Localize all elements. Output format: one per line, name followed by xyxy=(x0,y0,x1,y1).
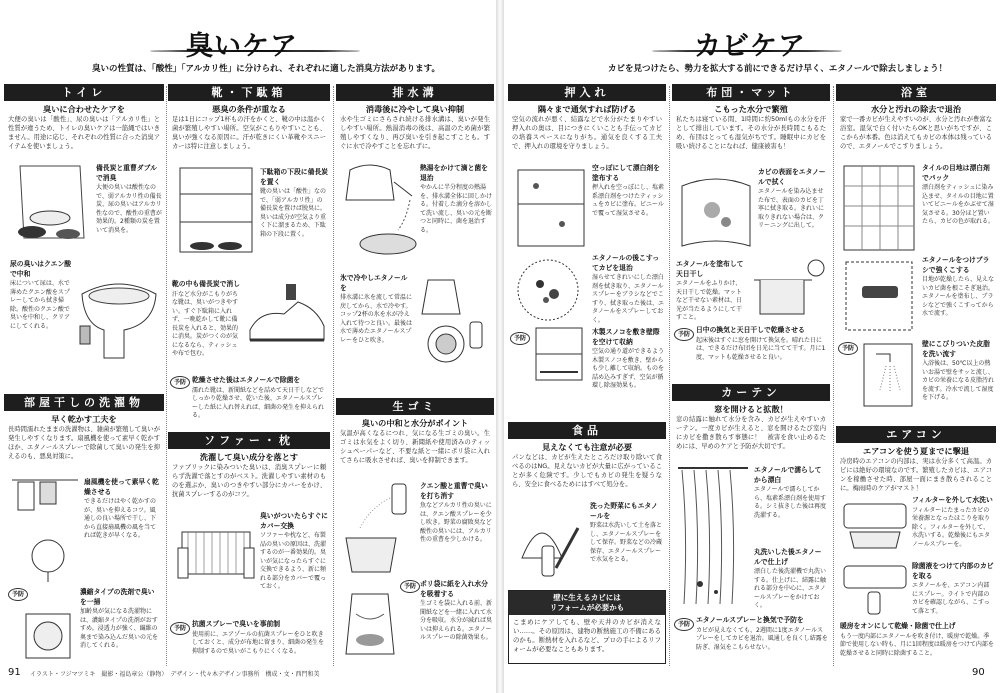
section-heading: トイレ xyxy=(4,84,164,101)
futon-tip-1: カビの表面をエタノールで拭く エタノールを染み込ませた布で、表面のカビを丁寧に拭き取る。きれいに取りきれない場合は、クリーニングに出して。 xyxy=(758,168,826,230)
section-text: 長時間濡れたままの洗濯物は、雑菌が繁殖して臭いが発生しやすくなります。扇風機を使って素早く乾かすほか、エタノールスプレーで除菌して臭いの発生を抑えるのも、悪臭対策に。 xyxy=(8,426,160,461)
curtain-prevention: エタノールスプレーと換気で予防を カビが見えなくても、2週間に1度エタノールスプレーをしてカビを退治。風通しを良くし結露を防ぎ、湿気をこもらせない。 xyxy=(696,616,828,651)
bath-prevention: 壁にこびりついた皮脂を洗い流す 入浴後は、50℃以上の熱いお湯で壁をサッと流し、カビの栄養になる皮脂汚れを流す。冷水で流して湿度を下げる。 xyxy=(922,340,995,402)
toilet-spray-illustration xyxy=(74,254,164,364)
page-number: 91 xyxy=(8,667,21,678)
prevention-badge: 予防 xyxy=(8,588,28,601)
section-heading: 靴・下駄箱 xyxy=(168,84,330,101)
garbage-prevention: ポリ袋に紙を入れ水分を吸着する 生ゴミを袋に入れる前、新聞紙などを一緒に入れて水分を吸収。水分が減れば臭いは抑えられる。エタノールスプレーの除菌効果も。 xyxy=(420,580,493,642)
prevention-badge: 予防 xyxy=(674,618,694,631)
page-number: 90 xyxy=(972,667,985,678)
bath-tip-1: タイルの目地は漂白剤でパック 漂白剤をティッシュに染み込ませ、タイルの目地に置いてビニールをかぶせて湿気させる。30分ほど置いたら、カビの色が取れる。 xyxy=(922,164,995,226)
reform-box-text: こまめにケアしても、壁や天井のカビが消えない……。その原因は、建物の断熱施工の不備にあるのかも。断熱材を入れるなど、プロの手によるリフォームが必要なこともあります。 xyxy=(513,617,661,653)
section-heading: 食品 xyxy=(508,422,666,439)
title-underline xyxy=(150,50,360,52)
reform-box-title: 壁に生えるカビには リフォームが必要かも xyxy=(509,591,665,615)
section-subheading: 臭いに合わせたケアを xyxy=(43,104,125,114)
section-subheading: 悪臭の条件が重なる xyxy=(212,104,286,114)
section-heading: 布団・マット xyxy=(672,84,830,101)
column-divider xyxy=(833,86,834,666)
drain-section xyxy=(336,84,494,384)
column-divider xyxy=(166,86,167,666)
brush-scrub-illustration xyxy=(840,256,918,336)
sun-drying-illustration xyxy=(750,256,828,320)
section-text: 気温が高くなるにつれ、気になる生ゴミの臭い。生ゴミは水気をよく切り、新聞紙や使用済みのティッシュペーパーなど、不要な紙と一緒にポリ袋に入れてさらに吸水させれば、臭いを抑制できます。 xyxy=(340,430,490,465)
sneaker-illustration xyxy=(246,284,328,354)
reform-info-box xyxy=(508,590,666,664)
section-text: 窓の結露に触れて水分を含み、カビが生えやすいカーテン。一度カビが生えると、窓を開けるたび室内にカビを撒き散らす事態に！ 被害を食い止めるためには、早めのケアと予防が大切です。 xyxy=(676,416,826,451)
futon-wipe-illustration xyxy=(676,166,756,254)
left-page xyxy=(0,0,498,693)
food-section xyxy=(508,422,666,584)
laundry-tip-1: 扇風機を使って素早く乾燥させる できるだけはやく乾かすのが、臭いを抑えるコツ。風通しの良い場所で干し、下から直接扇風機の風を当てれば乾きが早くなる。 xyxy=(84,478,159,540)
section-text: 水や生ゴミにさらされ続ける排水溝は、臭いが発生しやすい場所。熱湯消毒の後は、高温のため菌が繁殖しやすくなり、再び臭いを引き起こすことも。すぐに水で冷やすことを忘れずに。 xyxy=(340,116,490,151)
section-text: 家で一番カビが生えやすいのが、水分と汚れが豊富な浴室。湿気で白く付いたらOKと思いがちですが、ここからが本番。色は消えてもカビの本体は残っているので、エタノールでこすりましょう。 xyxy=(840,116,992,151)
section-text: 私たちは寝ている間、1時間に約50mlもの水分を汗として排出しています。その水分が長時間こもるため、布団はとっても湿気がちです。睡眠中にカビを吸い続けることになれば、健康被害も！ xyxy=(676,116,826,151)
closet-illustration xyxy=(512,164,590,250)
lead-text: カビを見つけたら、勢力を拡大する前にできるだけ早く、エタノールで除去しましょう！ xyxy=(608,64,948,74)
ice-drain-illustration xyxy=(414,270,492,366)
section-subheading: 見えなくても注意が必要 xyxy=(541,442,633,452)
prevention-badge: 予防 xyxy=(838,342,858,355)
closet-tip-1: 空っぽにして漂白剤を塗布する 押入れを空っぽにし、塩素系漂白剤をつけたティッシュをカビに塗布。ビニールで覆って湿気させる。 xyxy=(592,164,665,217)
section-text: ファブリックに染みついた臭いは、消臭スプレーに頼らず洗濯で落とすのがベスト。洗濯しやすい素材のものを選ぶか、臭いのつきやすい部分にカバーをかけ、抗菌スプレーするのがコツ。 xyxy=(172,464,326,499)
garbage-section xyxy=(336,398,494,664)
drain-tip-1: 熱湯をかけて滴と菌を退治 やかんに半分程度の熱湯を、排水溝全体に回しかける。付着した滴分を溶かして洗い流し、臭いの元を断つと同時に、菌を退治する。 xyxy=(420,164,493,234)
section-subheading: エアコンを使う夏までに撃退 xyxy=(862,446,970,456)
washing-machine-illustration xyxy=(20,604,76,660)
section-text: 大便の臭いは「酸性」、尿の臭いは「アルカリ性」と性質が違うため、トイレの臭いケアは一筋縄ではいきません。用途に応じ、それぞれの性質に合った消臭アイテムを使いましょう。 xyxy=(8,116,160,151)
section-subheading: 窓を開けると拡散！ xyxy=(714,404,788,414)
futon-section xyxy=(672,84,830,374)
section-heading: 生ゴミ xyxy=(336,398,494,415)
sofa-tip-1: 臭いがついたらすぐにカバー交換 ソファーや枕など、布製品の臭いの原因は、洗濯するのが一番効果的。臭いが気になったらすぐに交換できるよう、新に頻れる部分をカバーで覆っておく。 xyxy=(260,512,328,591)
sofa-prevention: 抗菌スプレーで臭いを事前制 使用前に、エアゾールの抗菌スプレーをひと吹きしておくと、成分が布地に留まり、細菌の発生を抑制するので臭いがこもりにくくなる。 xyxy=(192,620,325,655)
aircon-spray-illustration xyxy=(840,562,910,618)
closet-section xyxy=(508,84,666,390)
prevention-badge: 予防 xyxy=(510,332,530,345)
curtain-illustration xyxy=(676,464,750,610)
column-divider xyxy=(669,86,670,666)
column-divider xyxy=(333,86,334,666)
toilet-section xyxy=(4,84,164,364)
shower-illustration xyxy=(860,340,916,410)
section-text: 空気の流れが悪く、結露などで水分がたまりやすい押入れの奥は、目につきにくいことも手伝ってカビの培養スペースになりがち。通気を良くする工夫で、押入れの環境を守りましょう。 xyxy=(512,116,662,151)
lead-text: 臭いの性質は、「酸性」「アルカリ性」に分けられ、それぞれに適した消臭方法があります。 xyxy=(92,64,440,74)
prevention-badge: 予防 xyxy=(400,580,420,593)
mold-closeup-illustration xyxy=(512,254,586,324)
title-underline xyxy=(652,50,842,52)
plastic-bag-illustration xyxy=(340,584,400,660)
section-text: パンなどは、カビが生えたところだけ取り除いて食べるのはNG。見えないカビが大量に広がっていることが多く危険です。少しでもカビの発生を疑うなら、安全に食べるためにはすべて処分を。 xyxy=(512,454,662,489)
prevention-badge: 予防 xyxy=(170,622,190,635)
credits: イラスト・フジマツミキ 撮影・福島章公（静物） デザイン・代々木デザイン事務所 構成・文・西門和美 xyxy=(30,671,320,678)
toilet-tip-2: 尿の臭いはクエン酸で中和 床について尿は、水で薄めたクエン酸をスプレーしてから拭き掃除。酸性のクエン酸で臭いを中和し、クリアにしてくれる。 xyxy=(10,260,72,330)
spray-garbage-illustration xyxy=(340,478,420,574)
laundry-section xyxy=(4,394,164,664)
bath-section xyxy=(836,84,996,424)
charcoal-tray-illustration xyxy=(10,160,98,252)
right-page xyxy=(502,0,1000,693)
closet-prevention: 木製スノコを敷き壁際を空けて収納 空気の通り道ができるよう木製スノコを敷き、壁からも少し離して収納。ものを詰め込みすぎず、空気が循環し除湿効果も。 xyxy=(592,328,665,390)
section-subheading: 早く乾かす工夫を xyxy=(51,414,117,424)
aircon-tip-2: 除菌液をつけて内部のカビを取る エタノールを、エアコン内部にスプレー。ライトで内部のカビを確認しながら、こすって落とす。 xyxy=(912,562,994,615)
curtain-tip-2: 丸洗いした後エタノールで仕上げ 漂白した後洗濯機で丸洗いする。仕上げに、結露に触れる部分を中心に、エタノールスプレーをかけておく。 xyxy=(754,548,827,610)
curtain-section xyxy=(672,384,830,666)
sofa-section xyxy=(168,432,330,664)
shoes-prevention: 乾燥させた後はエタノールで除菌を 濡れた靴は、新聞紙などを詰めて天日干しなどでしっかり乾燥させ、乾いた後、エタノールスプレーした紙に入れ替えれば、細菌の発生を抑えられる。 xyxy=(192,376,325,420)
aircon-tip-1: フィルターを外して水洗い フィルターにたまったカビの栄養源となったほこりを取り除く。フィルターを外して、水洗いする。乾燥後にもエタノールスプレーを。 xyxy=(912,496,993,548)
section-text: 足は1日にコップ1杯もの汗をかくと、靴の中は温かく菌が繁殖しやすい場所。空気がこもりやすいことも、臭いが強くなる原因に。汗が乾きにくい革靴やスニーカーは特に注意しましょう。 xyxy=(172,116,326,151)
section-heading: エアコン xyxy=(836,426,996,443)
sofa-illustration xyxy=(174,512,258,592)
section-subheading: 臭いの中和と水分がポイント xyxy=(361,418,469,428)
aircon-tip-3: 暖房をオンにして乾燥・除菌で仕上げ もう一度内部にエタノールを吹き付け、暖房で乾燥。季節で使用しない時も、月に1回程度は暖房をつけて内部を乾燥させると同時に除菌すること。 xyxy=(840,622,994,657)
shoes-tip-2: 靴の中も備長炭で消し 汗など水分がこもりがちな靴は、臭いがつきやすい。すぐ下駄箱に入れず、一晩乾かして靴に備長炭を入れると、効果的に消臭。炭がつくのが気になるなら、ティッシュや布で包む。 xyxy=(172,280,240,358)
garbage-tip-1: クエン酸と重曹で臭いを打ち消す 魚などアルカリ性の臭いには、クエン酸スプレーを少し吹き。野菜の腐敗臭など酸性の臭いには、アルカリ性の重曹を少しかける。 xyxy=(420,482,492,544)
futon-prevention: 日中の換気と天日干しで乾燥させる 起床後はすぐに窓を開けて換気を。晴れた日には、できるだけ布団を日光に当てて干す。月に1度、マットも乾燥させると良い。 xyxy=(696,326,826,361)
drain-tip-2: 氷で冷やしエタノールを 排水溝に氷を流して常温に戻してから、水で冷やす。コップ2杯の氷を水が冷え入れて待つと良い。最後は水で薄めたエタノールスプレーをひと吹き。 xyxy=(340,274,413,344)
section-heading: ソファー・枕 xyxy=(168,432,330,449)
slatted-board-illustration xyxy=(532,324,586,384)
section-text: 冷房時のエアコンの内部は、実は水分多くて高温。カビには絶好の環境なのです。繁殖したカビは、エアコンを稼働させた時、部屋一面にまき散らされることに。梅雨時のケアがマスト！ xyxy=(840,458,992,493)
page-title: カビケア xyxy=(694,31,806,62)
toilet-tip-1: 備長炭と重曹ダブルで消臭 大便の臭いは酸性なので、弱アルカリ性の備長炭、尿の臭いはアルカリ性なので、酸性の重曹が効果的。2種類の炭を置いて消臭を。 xyxy=(96,164,162,234)
page-title: 臭いケア xyxy=(186,31,298,62)
section-heading: 排水溝 xyxy=(336,84,494,101)
section-subheading: 洗濯して臭い成分を落とす xyxy=(199,452,299,462)
vegetable-illustration xyxy=(512,498,586,582)
shoe-cabinet-illustration xyxy=(172,164,260,256)
futon-tip-2: エタノールを塗布して天日干し エタノールをふりかけ、天日干しで乾燥。マットなど干せない素材は、日光が当たるようにして干すこと。 xyxy=(676,260,744,322)
section-heading: 押入れ xyxy=(508,84,666,101)
section-heading: 浴室 xyxy=(836,84,996,101)
section-subheading: 隅々まで通気すれば防げる xyxy=(537,104,637,114)
kettle-drain-illustration xyxy=(340,160,420,260)
curtain-tip-1: エタノールで濡らしてから漂白 エタノールで濡らしてから、塩素系漂白剤を使用する。シミ抜きした後は再度洗濯する。 xyxy=(754,466,827,519)
prevention-badge: 予防 xyxy=(674,328,694,341)
section-subheading: 消毒後に冷やして臭い抑制 xyxy=(365,104,465,114)
section-subheading: 水分と汚れの除去で退治 xyxy=(870,104,962,114)
shoes-section xyxy=(168,84,330,364)
section-heading: 部屋干しの洗濯物 xyxy=(4,394,164,411)
aircon-section xyxy=(836,426,996,666)
prevention-badge: 予防 xyxy=(170,376,190,389)
aircon-filter-illustration xyxy=(840,496,910,552)
bath-tip-2: エタノールをつけブラシで強くこする 目地が乾燥したら、見えないカビ菌を根こそぎ退治。エタノールを塗布し、ブラシなどで強くこすってから水で流す。 xyxy=(922,256,995,318)
laundry-prevention: 濃縮タイプの洗剤で臭いを一掃 加齢臭が気になる洗濯物には、濃縮タイプの洗剤がおすすめ。浸透力が強く、繊維の奥まで染み込んだ臭いの元を消してくれる。 xyxy=(80,588,159,650)
section-subheading: こもった水分で繁殖 xyxy=(714,104,788,114)
shoes-tip-1: 下駄箱の下段に備長炭を置く 靴の臭いは「酸性」なので、「弱アルカリ性」の備長炭を置けば脱臭に。臭いは成分が空気より重く下に溜まるため、下駄箱の下段に置く。 xyxy=(260,168,328,238)
section-heading: カーテン xyxy=(672,384,830,401)
food-tip-1: 洗った野菜にもエタノールを 野菜は水洗いして土を落とし、エタノールスプレーをして保存。野菜などの冷蔵保存、エタノールスプレーで水気をとる。 xyxy=(590,502,663,564)
laundry-fan-illustration xyxy=(8,474,82,584)
tile-joint-illustration xyxy=(840,162,918,254)
closet-tip-2: エタノールの後こすってカビを退治 湿らせてきれいにした漂白剤を拭き取り、エタノールスプレーをブラシなどでこすり、拭き取った後は、エタノールをスプレーしておく。 xyxy=(592,254,665,324)
